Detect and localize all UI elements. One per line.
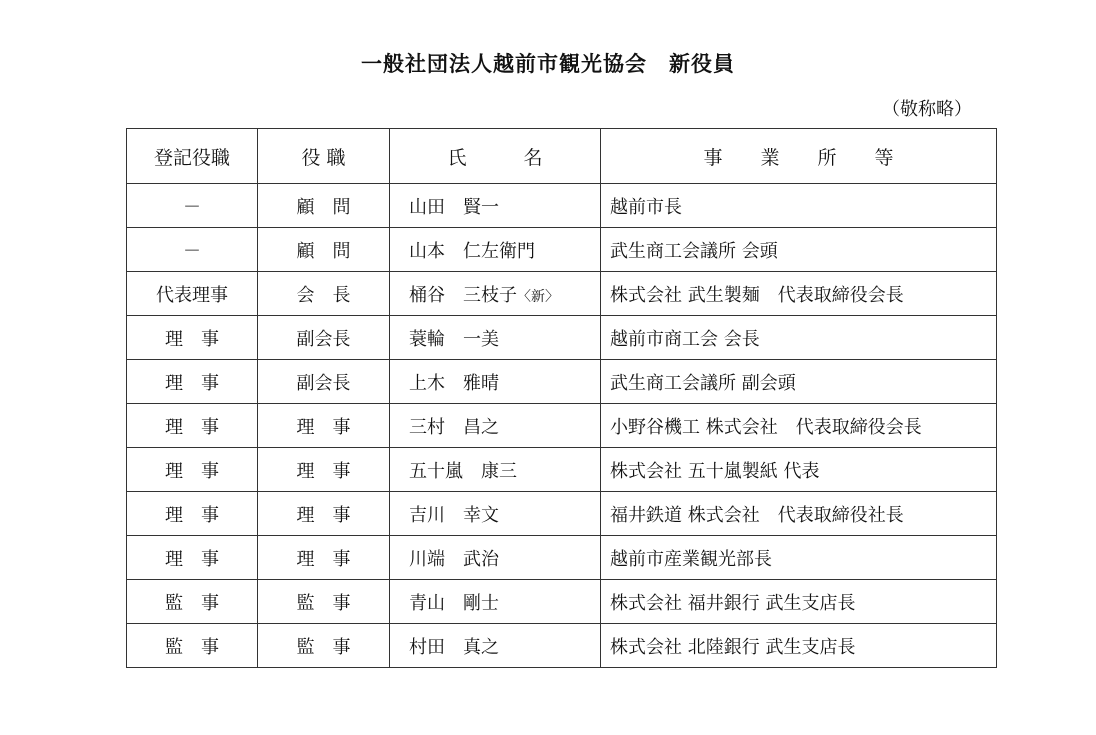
registered-role-cell: 代表理事: [127, 272, 258, 316]
affiliation-cell: 株式会社 北陸銀行 武生支店長: [601, 624, 997, 668]
role-cell: 会 長: [258, 272, 390, 316]
person-name: 桶谷 三枝子: [409, 284, 517, 306]
registered-role-cell: 理 事: [127, 316, 258, 360]
person-name: 山本 仁左衛門: [409, 240, 535, 262]
affiliation-cell: 越前市商工会 会長: [601, 316, 997, 360]
name-cell: [390, 580, 601, 624]
role-cell: 理 事: [258, 492, 390, 536]
person-name: 上木 雅晴: [409, 372, 499, 394]
header-affiliation: 事 業 所 等: [601, 129, 997, 184]
name-cell: [390, 536, 601, 580]
role-cell: 顧 問: [258, 228, 390, 272]
affiliation-cell: 武生商工会議所 会頭: [601, 228, 997, 272]
person-name: 三村 昌之: [409, 416, 499, 438]
table-row: [127, 536, 997, 580]
person-name: 五十嵐 康三: [409, 460, 517, 482]
table-header-row: [127, 129, 997, 184]
role-cell: 副会長: [258, 360, 390, 404]
name-cell: [390, 404, 601, 448]
registered-role-cell: 理 事: [127, 404, 258, 448]
table-row: [127, 272, 997, 316]
name-cell: [390, 448, 601, 492]
honorifics-omitted-note: （敬称略）: [882, 99, 972, 120]
name-cell: [390, 316, 601, 360]
affiliation-cell: 株式会社 武生製麺 代表取締役会長: [601, 272, 997, 316]
name-cell: [390, 624, 601, 668]
role-cell: 理 事: [258, 448, 390, 492]
role-cell: 副会長: [258, 316, 390, 360]
affiliation-cell: 株式会社 福井銀行 武生支店長: [601, 580, 997, 624]
registered-role-cell: 理 事: [127, 448, 258, 492]
name-cell: [390, 272, 601, 316]
officers-table: [126, 128, 997, 668]
table-row: [127, 404, 997, 448]
person-name: 村田 真之: [409, 636, 499, 658]
header-name: 氏 名: [390, 129, 601, 184]
table-body: [127, 184, 997, 668]
person-name: 吉川 幸文: [409, 504, 499, 526]
registered-role-cell: 理 事: [127, 492, 258, 536]
person-name: 山田 賢一: [409, 196, 499, 218]
table-row: [127, 316, 997, 360]
header-registered-role: 登記役職: [127, 129, 258, 184]
role-cell: 理 事: [258, 404, 390, 448]
registered-role-cell: －: [127, 184, 258, 228]
affiliation-cell: 越前市産業観光部長: [601, 536, 997, 580]
name-cell: [390, 184, 601, 228]
table-row: [127, 624, 997, 668]
registered-role-cell: 監 事: [127, 624, 258, 668]
affiliation-cell: 小野谷機工 株式会社 代表取締役会長: [601, 404, 997, 448]
role-cell: 監 事: [258, 624, 390, 668]
affiliation-cell: 福井鉄道 株式会社 代表取締役社長: [601, 492, 997, 536]
role-cell: 監 事: [258, 580, 390, 624]
person-name: 川端 武治: [409, 548, 499, 570]
registered-role-cell: －: [127, 228, 258, 272]
table-row: [127, 360, 997, 404]
name-cell: [390, 360, 601, 404]
person-name: 蓑輪 一美: [409, 328, 499, 350]
header-role: 役 職: [258, 129, 390, 184]
new-member-note: 〈新〉: [517, 288, 559, 305]
table-row: [127, 228, 997, 272]
role-cell: 理 事: [258, 536, 390, 580]
affiliation-cell: 越前市長: [601, 184, 997, 228]
affiliation-cell: 武生商工会議所 副会頭: [601, 360, 997, 404]
person-name: 青山 剛士: [409, 592, 499, 614]
table-row: [127, 492, 997, 536]
affiliation-cell: 株式会社 五十嵐製紙 代表: [601, 448, 997, 492]
name-cell: [390, 492, 601, 536]
registered-role-cell: 監 事: [127, 580, 258, 624]
name-cell: [390, 228, 601, 272]
table-row: [127, 184, 997, 228]
document-title: 一般社団法人越前市観光協会 新役員: [361, 52, 735, 76]
registered-role-cell: 理 事: [127, 536, 258, 580]
table-row: [127, 448, 997, 492]
role-cell: 顧 問: [258, 184, 390, 228]
registered-role-cell: 理 事: [127, 360, 258, 404]
table-row: [127, 580, 997, 624]
